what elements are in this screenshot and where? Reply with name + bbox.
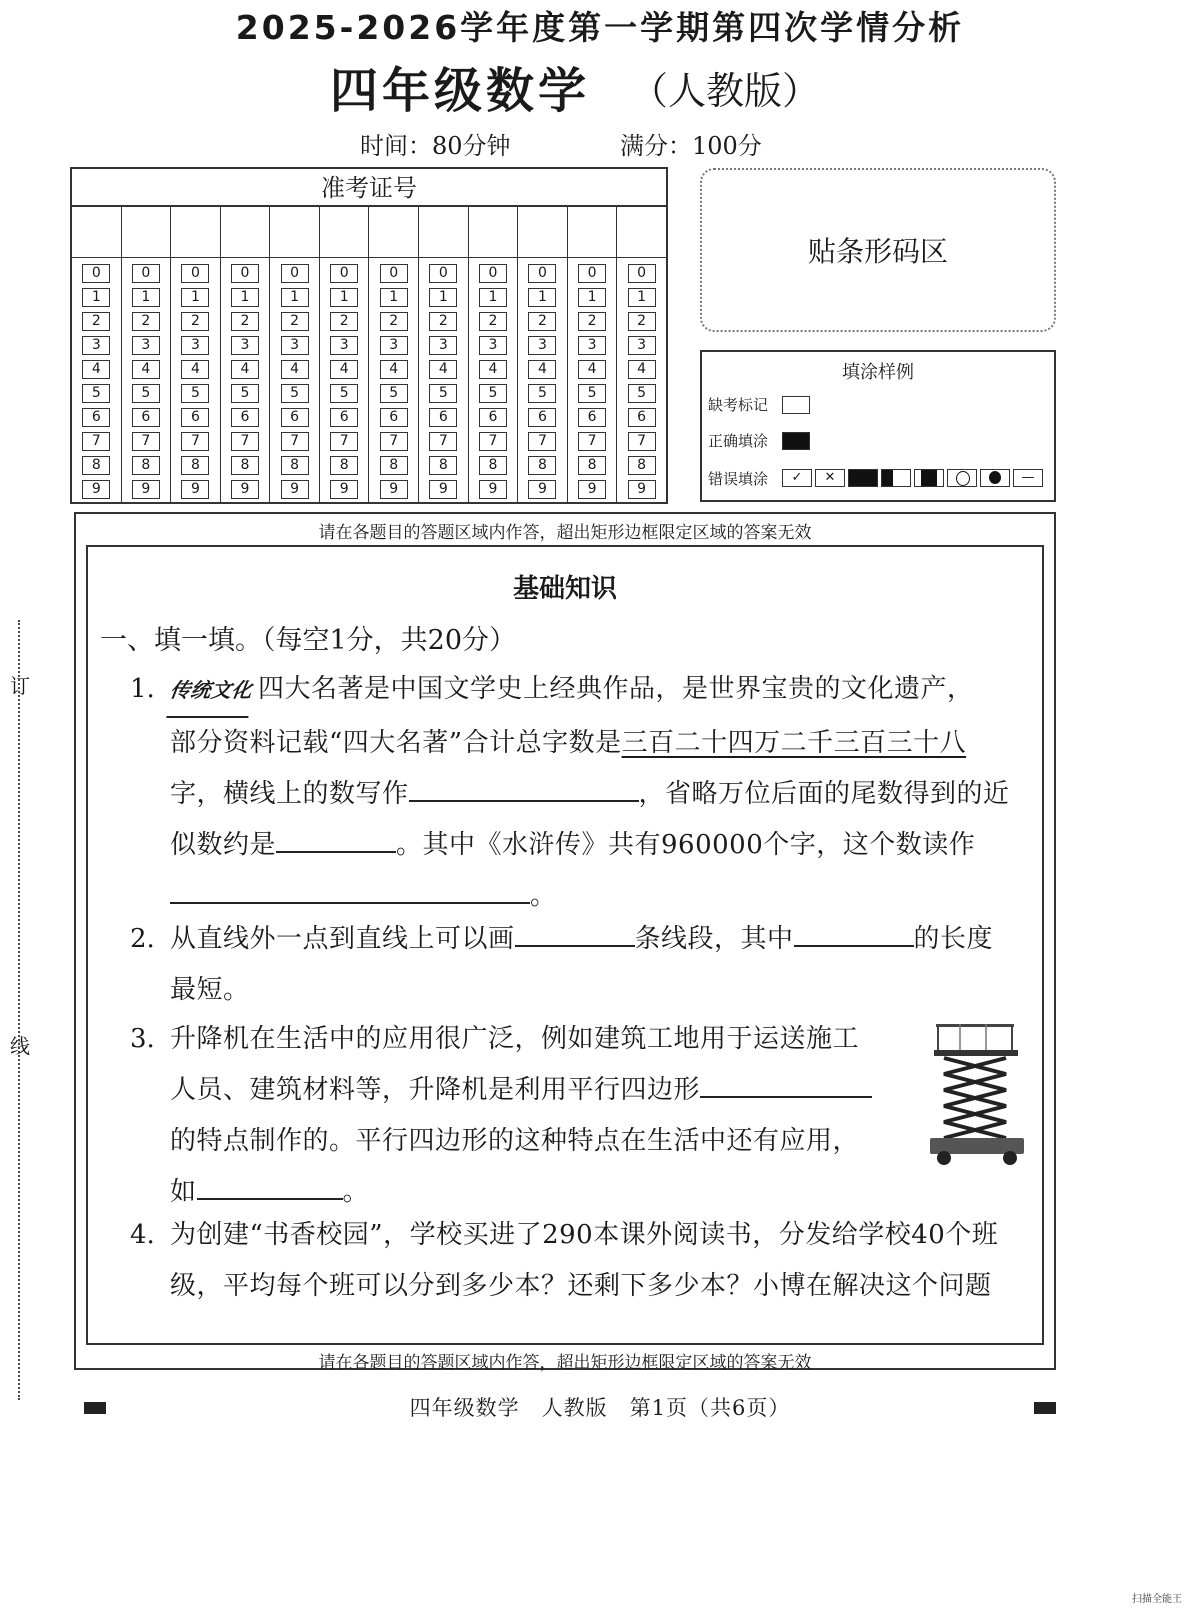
exam-id-digit-bubble[interactable]: 1: [330, 288, 358, 307]
exam-id-digit-bubble[interactable]: 2: [528, 312, 556, 331]
wrong-fill-samples: [782, 469, 1043, 487]
exam-id-digit-bubble[interactable]: 4: [429, 360, 457, 379]
exam-id-digit-bubble[interactable]: 0: [132, 264, 160, 283]
exam-id-write-cell[interactable]: [72, 207, 121, 258]
exam-id-write-cell[interactable]: [221, 207, 270, 258]
question-2: [170, 914, 1040, 1016]
exam-id-digit-bubble[interactable]: 3: [380, 336, 408, 355]
exam-id-digit-bubble[interactable]: 2: [429, 312, 457, 331]
exam-id-digit-bubble[interactable]: 5: [429, 384, 457, 403]
overfill-sample: [848, 469, 878, 487]
exam-id-digit-bubble[interactable]: 8: [181, 456, 209, 475]
exam-id-column: [122, 207, 172, 502]
half-left-sample: [881, 469, 911, 487]
exam-id-write-cell[interactable]: [617, 207, 666, 258]
exam-id-digit-bubble[interactable]: 6: [330, 408, 358, 427]
q1-line4: 似数约是: [170, 830, 277, 860]
exam-id-digit-bubble[interactable]: 3: [628, 336, 656, 355]
exam-id-digit-bubble[interactable]: 7: [132, 432, 160, 451]
check-mark-icon: ✓: [782, 469, 812, 487]
q2-blank-shortest[interactable]: [794, 944, 914, 947]
wrong-fill-label: 错误填涂: [708, 470, 769, 488]
question-3: [170, 1014, 910, 1218]
exam-id-digit-bubble[interactable]: 9: [330, 480, 358, 499]
exam-time: 时间：80分钟: [360, 132, 511, 160]
exam-id-digit-bubble[interactable]: 9: [528, 480, 556, 499]
partial-fill-sample: [914, 469, 944, 487]
q2-line1: 从直线外一点到直线上可以画: [170, 924, 515, 954]
binding-label-xian: 线: [10, 1034, 30, 1058]
exam-id-write-cell[interactable]: [171, 207, 220, 258]
q1-line3: 字，横线上的数写作: [170, 779, 409, 809]
exam-id-digit-bubble[interactable]: 0: [628, 264, 656, 283]
q3-line2: 人员、建筑材料等，升降机是利用平行四边形: [170, 1075, 701, 1105]
exam-id-digit-bubble[interactable]: 0: [479, 264, 507, 283]
exam-id-digit-bubble[interactable]: 7: [628, 432, 656, 451]
ellipse-sample: [947, 469, 977, 487]
exam-id-digit-bubble[interactable]: 2: [181, 312, 209, 331]
q1-line1: 四大名著是中国文学史上经典作品，是世界宝贵的文化遗产，: [258, 674, 974, 704]
exam-id-digit-bubble[interactable]: 8: [281, 456, 309, 475]
q4-line2: 级，平均每个班可以分到多少本？还剩下多少本？小博在解决这个问题: [170, 1271, 992, 1301]
exam-id-write-cell[interactable]: [270, 207, 319, 258]
exam-id-digit-bubble[interactable]: 7: [380, 432, 408, 451]
question-1-number: 1.: [130, 674, 155, 704]
exam-id-digit-bubble[interactable]: 4: [628, 360, 656, 379]
notice-bottom: 请在各题目的答题区域内作答，超出矩形边框限定区域的答案无效: [318, 1353, 812, 1373]
exam-id-digit-bubble[interactable]: 0: [380, 264, 408, 283]
barcode-area: [700, 168, 1056, 332]
exam-id-digit-bubble[interactable]: 2: [231, 312, 259, 331]
exam-id-digit-bubble[interactable]: 0: [429, 264, 457, 283]
exam-id-digit-bubble[interactable]: 9: [380, 480, 408, 499]
exam-id-digit-bubble[interactable]: 0: [181, 264, 209, 283]
exam-id-digit-bubble[interactable]: 2: [628, 312, 656, 331]
page-footer: 四年级数学 人教版 第1页（共6页）: [409, 1396, 791, 1420]
exam-id-digit-bubble[interactable]: 6: [429, 408, 457, 427]
exam-id-digit-bubble[interactable]: 2: [578, 312, 606, 331]
exam-id-digit-bubble[interactable]: 2: [330, 312, 358, 331]
exam-id-digit-bubble[interactable]: 8: [330, 456, 358, 475]
exam-id-digit-bubble[interactable]: 5: [281, 384, 309, 403]
exam-id-column: [171, 207, 221, 502]
exam-id-write-cell[interactable]: [369, 207, 418, 258]
exam-id-digit-bubble[interactable]: 5: [578, 384, 606, 403]
exam-id-digit-bubble[interactable]: 1: [479, 288, 507, 307]
exam-id-digit-bubble[interactable]: 5: [181, 384, 209, 403]
exam-id-digit-bubble[interactable]: 4: [281, 360, 309, 379]
exam-id-digit-bubble[interactable]: 3: [479, 336, 507, 355]
question-3-number: 3.: [130, 1024, 155, 1054]
question-1: [170, 664, 1040, 922]
exam-id-digit-bubble[interactable]: 4: [578, 360, 606, 379]
exam-id-digit-bubble[interactable]: 0: [528, 264, 556, 283]
exam-id-digit-bubble[interactable]: 7: [578, 432, 606, 451]
cross-mark-icon: ✕: [815, 469, 845, 487]
q3-line3: 的特点制作的。平行四边形的这种特点在生活中还有应用，: [170, 1126, 860, 1156]
exam-id-digit-bubble[interactable]: 5: [528, 384, 556, 403]
exam-id-digit-bubble[interactable]: 8: [82, 456, 110, 475]
exam-id-digit-bubble[interactable]: 4: [330, 360, 358, 379]
q1-blank-write[interactable]: [409, 799, 639, 802]
exam-id-digit-bubble[interactable]: 2: [479, 312, 507, 331]
exam-edition: （人教版）: [630, 69, 821, 113]
exam-id-digit-bubble[interactable]: 8: [528, 456, 556, 475]
exam-id-digit-bubble[interactable]: 9: [181, 480, 209, 499]
q3-line4: 如: [170, 1177, 197, 1207]
exam-id-digit-bubble[interactable]: 6: [181, 408, 209, 427]
filled-ellipse-sample: [980, 469, 1010, 487]
exam-id-digit-bubble[interactable]: 6: [528, 408, 556, 427]
correct-fill-sample: [782, 432, 810, 450]
fill-sample-box: [700, 350, 1056, 502]
exam-id-digit-bubble[interactable]: 8: [429, 456, 457, 475]
absent-mark-label: 缺考标记: [708, 396, 769, 414]
absent-mark-box[interactable]: [782, 396, 810, 414]
part-one-heading: 一、填一填。（每空1分，共20分）: [100, 625, 517, 656]
exam-id-digit-bubble[interactable]: 0: [330, 264, 358, 283]
exam-id-digit-bubble[interactable]: 1: [429, 288, 457, 307]
exam-id-digit-bubble[interactable]: 2: [281, 312, 309, 331]
exam-id-column: [469, 207, 519, 502]
section-title: 基础知识: [512, 574, 617, 604]
exam-id-digit-bubble[interactable]: 0: [281, 264, 309, 283]
exam-id-digit-bubble[interactable]: 0: [82, 264, 110, 283]
exam-id-digit-bubble[interactable]: 2: [82, 312, 110, 331]
exam-id-column: [369, 207, 419, 502]
exam-id-digit-bubble[interactable]: 9: [82, 480, 110, 499]
exam-id-label: 准考证号: [72, 169, 666, 207]
exam-id-digit-bubble[interactable]: 4: [528, 360, 556, 379]
q1-line4b: 。其中《水浒传》共有960000个字，这个数读作: [396, 830, 976, 860]
exam-id-digit-bubble[interactable]: 4: [479, 360, 507, 379]
exam-id-digit-bubble[interactable]: 4: [380, 360, 408, 379]
exam-id-digit-bubble[interactable]: 5: [132, 384, 160, 403]
exam-id-digit-bubble[interactable]: 7: [281, 432, 309, 451]
exam-id-digit-bubble[interactable]: 8: [578, 456, 606, 475]
exam-id-digit-bubble[interactable]: 9: [578, 480, 606, 499]
exam-id-digit-bubble[interactable]: 0: [578, 264, 606, 283]
exam-id-digit-bubble[interactable]: 9: [231, 480, 259, 499]
exam-id-column: [270, 207, 320, 502]
q3-blank-feature[interactable]: [700, 1095, 872, 1098]
exam-id-digit-bubble[interactable]: 4: [181, 360, 209, 379]
exam-id-digit-bubble[interactable]: 8: [628, 456, 656, 475]
exam-id-digit-bubble[interactable]: 4: [231, 360, 259, 379]
q3-blank-example[interactable]: [197, 1197, 343, 1200]
exam-id-digit-bubble[interactable]: 8: [231, 456, 259, 475]
exam-score: 满分：100分: [620, 132, 762, 160]
exam-id-digit-bubble[interactable]: 6: [628, 408, 656, 427]
exam-id-digit-bubble[interactable]: 7: [82, 432, 110, 451]
exam-id-digit-bubble[interactable]: 6: [281, 408, 309, 427]
exam-id-digit-bubble[interactable]: 5: [231, 384, 259, 403]
q2-blank-count[interactable]: [515, 944, 635, 947]
traditional-culture-tag: 传统文化: [166, 665, 255, 718]
exam-id-column: [568, 207, 618, 502]
exam-id-digit-bubble[interactable]: 3: [132, 336, 160, 355]
exam-id-digit-bubble[interactable]: 7: [479, 432, 507, 451]
exam-id-write-cell[interactable]: [320, 207, 369, 258]
exam-id-digit-bubble[interactable]: 6: [578, 408, 606, 427]
exam-title: 四年级数学: [330, 63, 591, 119]
question-2-number: 2.: [130, 924, 155, 954]
exam-id-digit-bubble[interactable]: 4: [82, 360, 110, 379]
exam-id-digit-bubble[interactable]: 3: [578, 336, 606, 355]
exam-id-digit-bubble[interactable]: 6: [479, 408, 507, 427]
q1-line2: 部分资料记载“四大名著”合计总字数是: [170, 728, 622, 758]
exam-id-digit-bubble[interactable]: 3: [231, 336, 259, 355]
exam-id-digit-bubble[interactable]: 7: [181, 432, 209, 451]
exam-id-column: [419, 207, 469, 502]
exam-id-write-cell[interactable]: [568, 207, 617, 258]
exam-id-digit-bubble[interactable]: 9: [281, 480, 309, 499]
exam-id-digit-bubble[interactable]: 3: [82, 336, 110, 355]
exam-id-digit-bubble[interactable]: 1: [281, 288, 309, 307]
exam-id-digit-bubble[interactable]: 3: [181, 336, 209, 355]
exam-header-line: 2025-2026学年度第一学期第四次学情分析: [235, 8, 965, 47]
fill-sample-title: 填涂样例: [842, 362, 914, 383]
correct-fill-label: 正确填涂: [708, 432, 769, 450]
exam-id-digit-bubble[interactable]: 3: [429, 336, 457, 355]
exam-id-digit-bubble[interactable]: 0: [231, 264, 259, 283]
exam-id-digit-bubble[interactable]: 1: [628, 288, 656, 307]
exam-id-digit-bubble[interactable]: 1: [181, 288, 209, 307]
exam-id-column: [518, 207, 568, 502]
exam-id-columns: [72, 207, 666, 502]
exam-id-column: [72, 207, 122, 502]
exam-id-digit-bubble[interactable]: 7: [528, 432, 556, 451]
exam-id-digit-bubble[interactable]: 2: [132, 312, 160, 331]
question-4-number: 4.: [130, 1220, 155, 1250]
q1-line3b: ，省略万位后面的尾数得到的近: [638, 779, 1010, 809]
exam-id-digit-bubble[interactable]: 1: [380, 288, 408, 307]
q2-line1c: 的长度: [913, 924, 994, 954]
exam-id-digit-bubble[interactable]: 1: [578, 288, 606, 307]
q4-line1: 为创建“书香校园”，学校买进了290本课外阅读书，分发给学校40个班: [170, 1220, 999, 1250]
binding-label-ding: 订: [10, 674, 30, 698]
exam-id-digit-bubble[interactable]: 8: [479, 456, 507, 475]
exam-id-digit-bubble[interactable]: 1: [231, 288, 259, 307]
alignment-mark-right: [1034, 1402, 1056, 1414]
exam-id-digit-bubble[interactable]: 6: [380, 408, 408, 427]
exam-id-digit-bubble[interactable]: 3: [528, 336, 556, 355]
q1-blank-read[interactable]: [170, 901, 530, 904]
exam-id-write-cell[interactable]: [419, 207, 468, 258]
exam-id-digit-bubble[interactable]: 1: [528, 288, 556, 307]
exam-id-digit-bubble[interactable]: 9: [132, 480, 160, 499]
exam-id-digit-bubble[interactable]: 2: [380, 312, 408, 331]
exam-id-digit-bubble[interactable]: 8: [132, 456, 160, 475]
exam-id-digit-bubble[interactable]: 7: [231, 432, 259, 451]
q1-blank-approx[interactable]: [276, 850, 396, 853]
exam-id-digit-bubble[interactable]: 7: [429, 432, 457, 451]
exam-id-digit-bubble[interactable]: 6: [132, 408, 160, 427]
dash-sample: —: [1013, 469, 1043, 487]
exam-id-write-cell[interactable]: [469, 207, 518, 258]
scanner-watermark: 扫描全能王: [1132, 1594, 1182, 1605]
exam-id-digit-bubble[interactable]: 5: [479, 384, 507, 403]
exam-id-write-cell[interactable]: [122, 207, 171, 258]
exam-id-digit-bubble[interactable]: 3: [330, 336, 358, 355]
exam-id-digit-bubble[interactable]: 5: [628, 384, 656, 403]
q3-line1: 升降机在生活中的应用很广泛，例如建筑工地用于运送施工: [170, 1024, 860, 1054]
exam-id-digit-bubble[interactable]: 9: [479, 480, 507, 499]
exam-id-write-cell[interactable]: [518, 207, 567, 258]
exam-id-grid: [70, 167, 668, 504]
binding-dotted-line: [18, 620, 20, 1400]
exam-id-digit-bubble[interactable]: 9: [628, 480, 656, 499]
exam-id-digit-bubble[interactable]: 3: [281, 336, 309, 355]
exam-id-column: [320, 207, 370, 502]
exam-id-digit-bubble[interactable]: 6: [231, 408, 259, 427]
exam-id-digit-bubble[interactable]: 4: [132, 360, 160, 379]
question-4: [170, 1210, 1045, 1312]
q2-line1b: 条线段，其中: [634, 924, 794, 954]
q1-number-words: 三百二十四万二千三百三十八: [621, 728, 967, 758]
exam-id-digit-bubble[interactable]: 6: [82, 408, 110, 427]
q2-line2: 最短。: [170, 975, 250, 1005]
exam-id-digit-bubble[interactable]: 5: [330, 384, 358, 403]
exam-id-digit-bubble[interactable]: 8: [380, 456, 408, 475]
exam-id-digit-bubble[interactable]: 7: [330, 432, 358, 451]
notice-top: 请在各题目的答题区域内作答，超出矩形边框限定区域的答案无效: [318, 523, 812, 543]
q3-line4b: 。: [342, 1177, 370, 1207]
exam-id-digit-bubble[interactable]: 1: [82, 288, 110, 307]
exam-id-digit-bubble[interactable]: 5: [82, 384, 110, 403]
q1-line5: 。: [530, 881, 557, 911]
exam-id-column: [617, 207, 666, 502]
exam-id-digit-bubble[interactable]: 9: [429, 480, 457, 499]
scissor-lift-image: [930, 1020, 1030, 1170]
exam-id-digit-bubble[interactable]: 1: [132, 288, 160, 307]
exam-id-digit-bubble[interactable]: 5: [380, 384, 408, 403]
barcode-label: 贴条形码区: [807, 235, 948, 268]
exam-id-column: [221, 207, 271, 502]
